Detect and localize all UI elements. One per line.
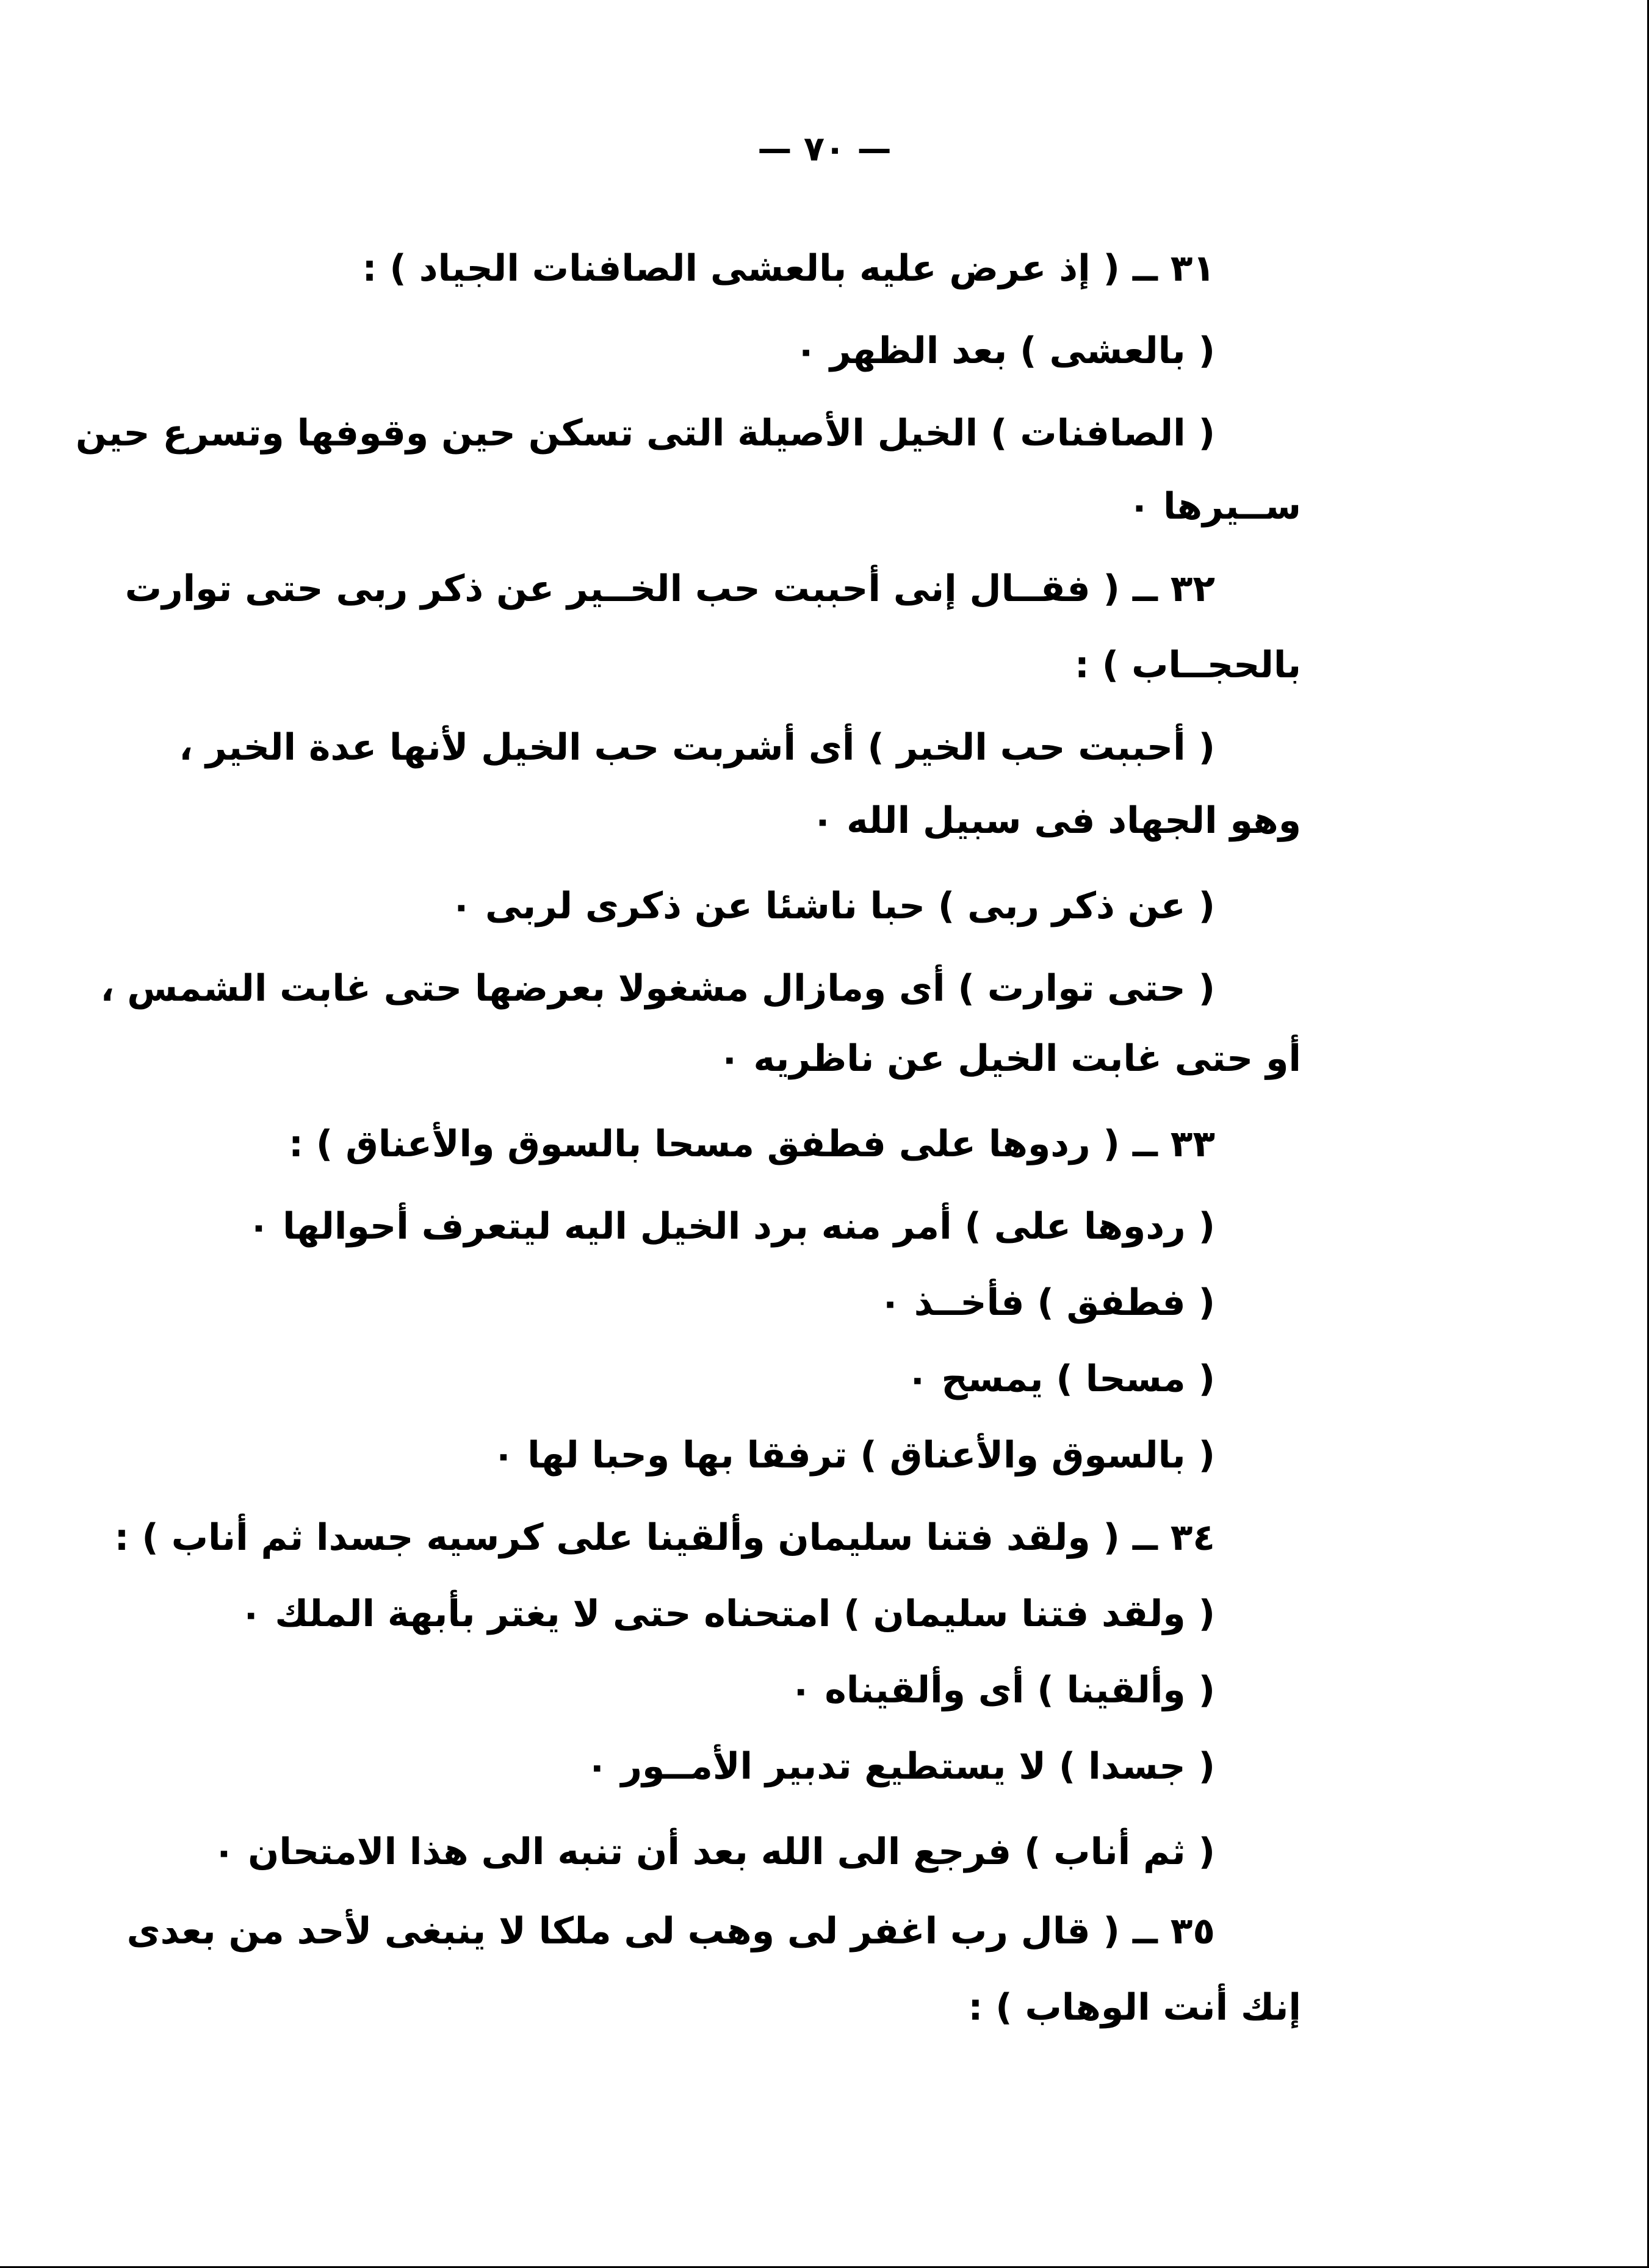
gloss-continuation: ســيرها ٠ [1128, 485, 1301, 528]
gloss-line: ( حتى توارت ) أى ومازال مشغولا بعرضها حتى غابت الشمس ، [100, 967, 1215, 1010]
gloss-line: ( عن ذكر ربى ) حبا ناشئا عن ذكرى لربى ٠ [450, 885, 1215, 927]
verse-33-heading: ٣٣ ــ ( ردوها على فطفق مسحا بالسوق والأعناق ) : [289, 1123, 1215, 1165]
verse-34-heading: ٣٤ ــ ( ولقد فتنا سليمان وألقينا على كرسيه جسدا ثم أناب ) : [114, 1516, 1215, 1559]
gloss-line: ( جسدا ) لا يستطيع تدبير الأمــور ٠ [586, 1745, 1215, 1788]
gloss-continuation: وهو الجهاد فى سبيل الله ٠ [811, 799, 1301, 842]
gloss-line: ( الصافنات ) الخيل الأصيلة التى تسكن حين وقوفها وتسرع حين [75, 412, 1215, 455]
page-number: — ٧٠ — [757, 129, 892, 169]
gloss-line: ( مسحا ) يمسح ٠ [906, 1358, 1215, 1400]
gloss-line: ( فطفق ) فأخــذ ٠ [879, 1281, 1215, 1324]
verse-31-heading: ٣١ ــ ( إذ عرض عليه بالعشى الصافنات الجياد ) : [362, 247, 1215, 290]
verse-35-continuation: إنك أنت الوهاب ) : [968, 1986, 1301, 2029]
gloss-line: ( ثم أناب ) فرجع الى الله بعد أن تنبه الى هذا الامتحان ٠ [212, 1831, 1215, 1873]
gloss-line: ( ردوها على ) أمر منه برد الخيل اليه ليتعرف أحوالها ٠ [247, 1205, 1215, 1248]
verse-32-heading: ٣٢ ــ ( فقــال إنى أحببت حب الخــير عن ذكر ربى حتى توارت [124, 567, 1215, 610]
gloss-line: ( أحببت حب الخير ) أى أشربت حب الخيل لأنها عدة الخير ، [179, 726, 1215, 769]
gloss-line: ( بالعشى ) بعد الظهر ٠ [795, 329, 1215, 372]
gloss-line: ( وألقينا ) أى وألقيناه ٠ [789, 1669, 1215, 1712]
gloss-line: ( بالسوق والأعناق ) ترفقا بها وحبا لها ٠ [492, 1434, 1215, 1477]
gloss-line: ( ولقد فتنا سليمان ) امتحناه حتى لا يغتر بأبهة الملك ٠ [239, 1593, 1215, 1635]
verse-32-continuation: بالحجــاب ) : [1074, 644, 1301, 686]
verse-35-heading: ٣٥ ــ ( قال رب اغفر لى وهب لى ملكا لا ينبغى لأحد من بعدى [126, 1910, 1215, 1953]
gloss-continuation: أو حتى غابت الخيل عن ناظريه ٠ [718, 1037, 1301, 1080]
